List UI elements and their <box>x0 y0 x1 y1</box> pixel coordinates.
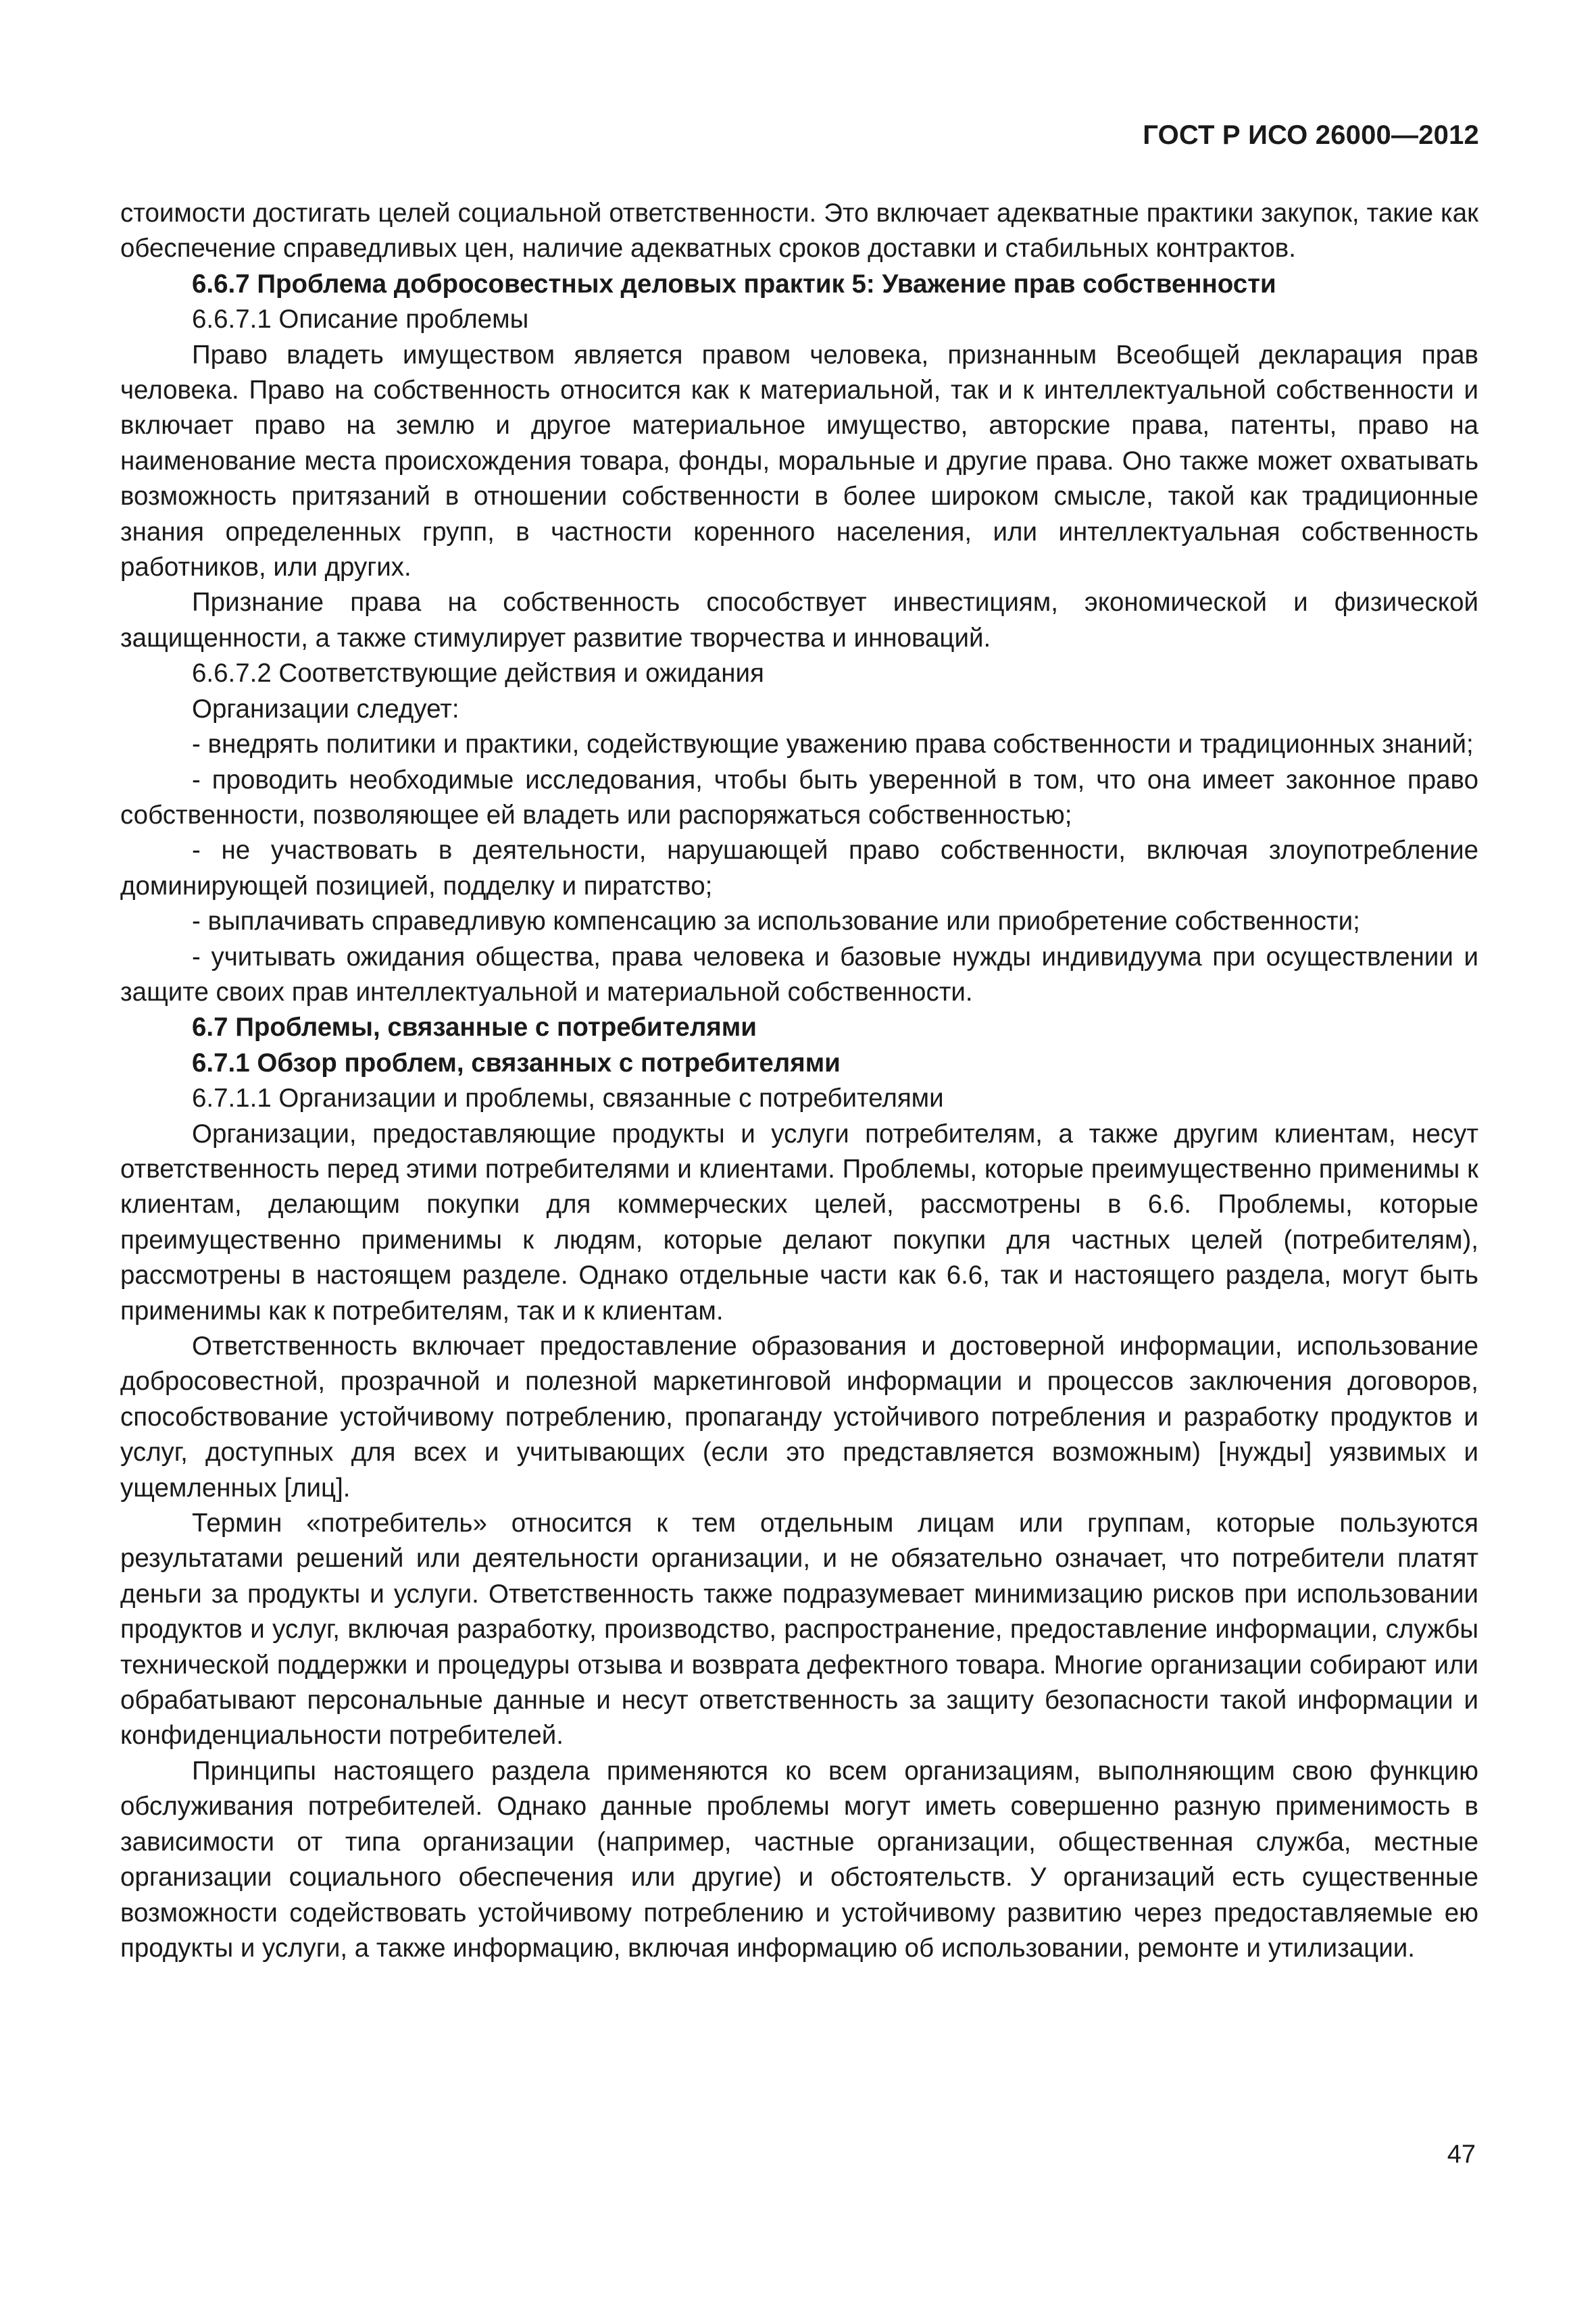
paragraph-continuation: стоимости достигать целей социальной ответственности. Это включает адекватные практики закупок, такие как обеспечение справедливых цен, наличие адекватных сроков доставки и стабильных контрактов. <box>120 199 1478 263</box>
paragraph: Принципы настоящего раздела применяются ко всем организациям, выполняющим свою функцию обслуживания потребителей. Однако данные проблемы могут иметь совершенно разную применимость в зависимости от типа организации (например, частные организации, общественная служба, местные организации социального обеспечения или другие) и обстоятельств. У организаций есть существенные возможности содействовать устойчивому потреблению и устойчивому развитию через предоставляемые ею продукты и услуги, а также информацию, включая информацию об использовании, ремонте и утилизации. <box>120 1756 1478 1963</box>
list-item: - не участвовать в деятельности, нарушающей право собственности, включая злоупотребление доминирующей позицией, подделку и пиратство; <box>120 836 1478 901</box>
subsection-heading-6-6-7-2: 6.6.7.2 Соответствующие действия и ожидания <box>192 659 764 688</box>
page-number: 47 <box>1447 2140 1476 2169</box>
paragraph: Организации, предоставляющие продукты и услуги потребителям, а также другим клиентам, несут ответственность перед этими потребителями и клиентами. Проблемы, которые преимущественно применимы к клиентам, делающим покупки для коммерческих целей, рассмотрены в 6.6. Проблемы, которые преимущественно применимы к людям, которые делают покупки для частных целей (потребителям), рассмотрены в настоящем разделе. Однако отдельные части как 6.6, так и настоящего раздела, могут быть применимы как к потребителям, так и к клиентам. <box>120 1119 1478 1326</box>
section-heading-6-7-1: 6.7.1 Обзор проблем, связанных с потребителями <box>192 1048 841 1078</box>
paragraph: Термин «потребитель» относится к тем отдельным лицам или группам, которые пользуются результатами решений или деятельности организации, и не обязательно означает, что потребители платят деньги за продукты и услуги. Ответственность также подразумевает минимизацию рисков при использовании продуктов и услуг, включая разработку, производство, распространение, предоставление информации, службы технической поддержки и процедуры отзыва и возврата дефектного товара. Многие организации собирают или обрабатывают персональные данные и несут ответственность за защиту безопасности такой информации и конфиденциальности потребителей. <box>120 1509 1478 1751</box>
subsection-heading-6-6-7-1: 6.6.7.1 Описание проблемы <box>192 305 529 334</box>
subsection-heading-6-7-1-1: 6.7.1.1 Организации и проблемы, связанные с потребителями <box>192 1084 944 1113</box>
section-heading-6-7: 6.7 Проблемы, связанные с потребителями <box>192 1013 757 1042</box>
list-item: - учитывать ожидания общества, права человека и базовые нужды индивидуума при осуществлении и защите своих прав интеллектуальной и материальной собственности. <box>120 942 1478 1007</box>
paragraph: Организации следует: <box>192 694 459 724</box>
list-item: - выплачивать справедливую компенсацию за использование или приобретение собственности; <box>192 907 1360 936</box>
page-content <box>120 196 1478 1966</box>
paragraph: Право владеть имуществом является правом человека, признанным Всеобщей декларация прав человека. Право на собственность относится как к материальной, так и к интеллектуальной собственности и включает право на землю и другое материальное имущество, авторские права, патенты, право на наименование места происхождения товара, фонды, моральные и другие права. Оно также может охватывать возможность притязаний в отношении собственности в более широком смысле, такой как традиционные знания определенных групп, в частности коренного населения, или интеллектуальная собственность работников, или других. <box>120 340 1478 582</box>
list-item: - внедрять политики и практики, содействующие уважению права собственности и традиционных знаний; <box>192 730 1474 759</box>
paragraph: Признание права на собственность способствует инвестициям, экономической и физической защищенности, а также стимулирует развитие творчества и инноваций. <box>120 588 1478 653</box>
list-item: - проводить необходимые исследования, чтобы быть уверенной в том, что она имеет законное право собственности, позволяющее ей владеть или распоряжаться собственностью; <box>120 765 1478 830</box>
paragraph: Ответственность включает предоставление образования и достоверной информации, использование добросовестной, прозрачной и полезной маркетинговой информации и процессов заключения договоров, способствование устойчивому потреблению, пропаганду устойчивого потребления и разработку продуктов и услуг, доступных для всех и учитывающих (если это представляется возможным) [нужды] уязвимых и ущемленных [лиц]. <box>120 1332 1478 1503</box>
standard-header: ГОСТ Р ИСО 26000—2012 <box>1143 120 1479 150</box>
section-heading-6-6-7: 6.6.7 Проблема добросовестных деловых практик 5: Уважение прав собственности <box>192 269 1276 299</box>
